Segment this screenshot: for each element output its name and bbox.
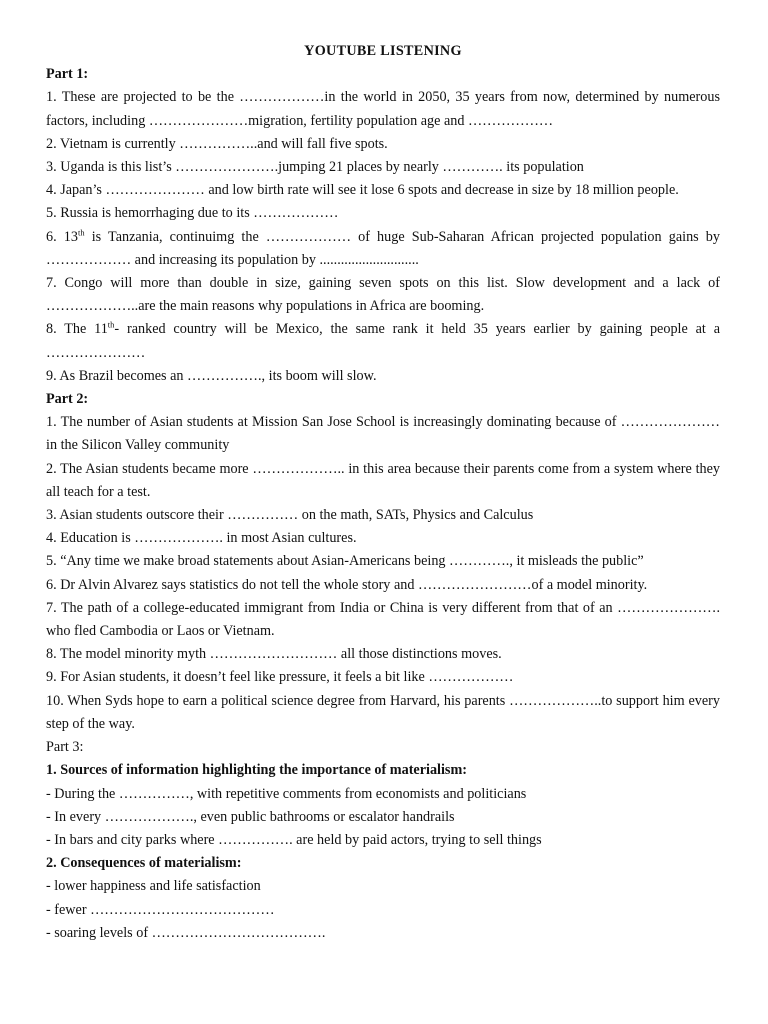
part3-section1-heading: 1. Sources of information highlighting the importance of materialism: — [46, 762, 467, 779]
q8-superscript: th — [107, 319, 115, 330]
part2-question-1: 1. The number of Asian students at Mission San Jose School is increasingly dominating because of …………………in the Silicon Valley community — [46, 414, 720, 454]
part3-section2-item: - soaring levels of ………………………………. — [46, 924, 326, 941]
page-title: YOUTUBE LISTENING — [304, 43, 462, 59]
part3-section1-item: - In every ………………., even public bathrooms or escalator handrails — [46, 808, 455, 825]
part1-question-8 — [46, 318, 720, 364]
part2-question-2: 2. The Asian students became more ……………….. in this area because their parents come from a system where they all teach for a test. — [46, 460, 720, 500]
part2-question-6: 6. Dr Alvin Alvarez says statistics do not tell the whole story and ……………………of a model minority. — [46, 576, 648, 593]
q6-superscript: th — [77, 226, 85, 237]
part3-section1-item: - During the ……………, with repetitive comments from economists and politicians — [46, 785, 527, 802]
part1-question-3: 3. Uganda is this list’s ………………….jumping 21 places by nearly …………. its population — [46, 159, 584, 176]
part2-heading: Part 2: — [46, 391, 89, 408]
part3-section2-item: - lower happiness and life satisfaction — [46, 878, 261, 895]
part2-question-3: 3. Asian students outscore their …………… on the math, SATs, Physics and Calculus — [46, 507, 534, 524]
part1-question-1: 1. These are projected to be the ………………in the world in 2050, 35 years from now, determined by numerous factors, including …………………migration, fertility population age and ……………… — [46, 89, 720, 129]
part2-question-10: 10. When Syds hope to earn a political science degree from Harvard, his parents ………………..to support him every step of the way. — [46, 692, 720, 732]
part1-question-6 — [46, 226, 720, 272]
q6-prefix: 6. 13 — [46, 228, 78, 245]
part2-question-9: 9. For Asian students, it doesn’t feel like pressure, it feels a bit like ……………… — [46, 669, 514, 686]
part1-question-4: 4. Japan’s ………………… and low birth rate will see it lose 6 spots and decrease in size by 18 million people. — [46, 182, 679, 199]
part1-question-5: 5. Russia is hemorrhaging due to its ……………… — [46, 205, 339, 222]
part2-question-8: 8. The model minority myth ……………………… all those distinctions moves. — [46, 646, 502, 663]
q8-text: - ranked country will be Mexico, the same rank it held 35 years earlier by gaining people at a ………………… — [46, 321, 720, 361]
part3-section1-item: - In bars and city parks where ……………. are held by paid actors, trying to sell things — [46, 831, 542, 848]
part3-section2-item: - fewer ………………………………… — [46, 901, 275, 918]
part1-question-9: 9. As Brazil becomes an ……………., its boom will slow. — [46, 367, 377, 384]
q6-text: is Tanzania, continuimg the ……………… of huge Sub-Saharan African projected population gains by ……………… and increasing its population by ............................ — [46, 228, 720, 268]
part2-question-7: 7. The path of a college-educated immigrant from India or China is very different from that of an …………………. who fled Cambodia or Laos or Vietnam. — [46, 599, 720, 640]
part1-question-2: 2. Vietnam is currently ……………..and will fall five spots. — [46, 135, 388, 152]
part3-heading: Part 3: — [46, 739, 84, 756]
part1-heading: Part 1: — [46, 66, 89, 83]
part2-question-5: 5. “Any time we make broad statements about Asian-Americans being …………., it misleads the public” — [46, 553, 644, 570]
worksheet-page — [46, 40, 720, 945]
part2-question-4: 4. Education is ………………. in most Asian cultures. — [46, 530, 357, 547]
part1-question-7: 7. Congo will more than double in size, gaining seven spots on this list. Slow development and a lack of ………………..are the main reasons why populations in Africa are booming. — [46, 275, 720, 315]
q8-prefix: 8. The 11 — [46, 321, 108, 338]
part3-section2-heading: 2. Consequences of materialism: — [46, 855, 242, 872]
